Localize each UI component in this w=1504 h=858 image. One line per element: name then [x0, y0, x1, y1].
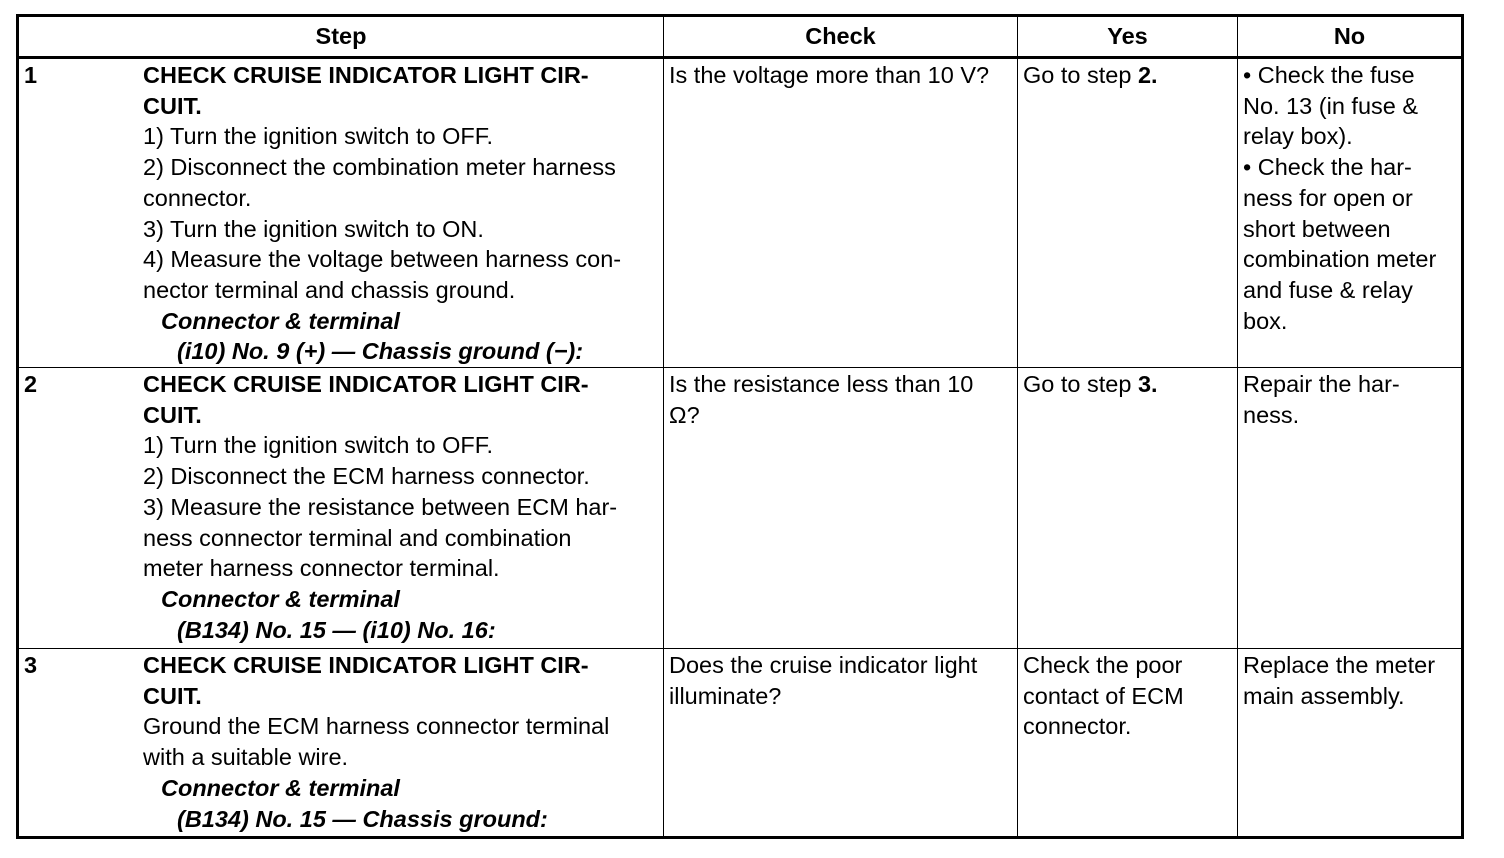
check-text: illuminate? — [669, 682, 782, 709]
step-title: CUIT. — [143, 401, 202, 428]
step-title: CUIT. — [143, 682, 202, 709]
step-instruction: meter harness connector terminal. — [143, 555, 500, 582]
step-instruction: nector terminal and chassis ground. — [143, 276, 516, 303]
header-yes: Yes — [1018, 16, 1238, 58]
step-cell — [18, 649, 664, 838]
yes-prefix: Go to step — [1023, 371, 1138, 398]
header-step: Step — [18, 16, 664, 58]
step-instruction: Ground the ECM harness connector terminal — [143, 713, 610, 740]
connector-label: Connector & terminal — [161, 585, 400, 612]
check-cell — [664, 368, 1018, 649]
connector-label: Connector & terminal — [161, 307, 400, 334]
step-cell — [18, 58, 664, 368]
table-row — [18, 649, 1463, 838]
step-number: 1 — [24, 62, 38, 88]
yes-step-ref: 3. — [1137, 371, 1158, 398]
step-instruction: 1) Turn the ignition switch to OFF. — [143, 123, 494, 150]
no-text: short between — [1243, 215, 1391, 242]
yes-text — [1023, 60, 1232, 91]
check-text: Ω? — [669, 401, 700, 428]
step-title: CUIT. — [143, 92, 202, 119]
yes-text: connector. — [1023, 713, 1132, 740]
step-title: CHECK CRUISE INDICATOR LIGHT CIR- — [143, 371, 589, 398]
step-cell — [18, 368, 664, 649]
no-text: ness. — [1243, 401, 1300, 428]
connector-spec: (i10) No. 9 (+) — Chassis ground (−): — [177, 338, 584, 365]
header-no: No — [1238, 16, 1463, 58]
no-text: relay box). — [1243, 123, 1353, 150]
table-row — [18, 58, 1463, 368]
no-text: Repair the har- — [1243, 371, 1400, 398]
step-instruction: ness connector terminal and combination — [143, 524, 572, 551]
no-text: main assembly. — [1243, 682, 1405, 709]
check-cell — [664, 649, 1018, 838]
yes-prefix: Go to step — [1023, 62, 1138, 88]
no-text: box. — [1243, 307, 1288, 334]
yes-step-ref: 2. — [1137, 62, 1158, 88]
step-instruction: 3) Turn the ignition switch to ON. — [143, 215, 484, 242]
step-instruction: 4) Measure the voltage between harness con- — [143, 246, 622, 273]
check-text: Is the voltage more than 10 V? — [669, 62, 990, 88]
step-instruction: 3) Measure the resistance between ECM har- — [143, 493, 618, 520]
yes-text — [1023, 369, 1232, 400]
connector-spec: (B134) No. 15 — (i10) No. 16: — [177, 616, 496, 643]
yes-cell — [1018, 58, 1238, 368]
header-row — [18, 16, 1463, 58]
step-instruction: with a suitable wire. — [143, 744, 349, 771]
no-text: ness for open or — [1243, 184, 1413, 211]
check-cell — [664, 58, 1018, 368]
check-text: Does the cruise indicator light — [669, 652, 978, 679]
step-number: 3 — [24, 652, 38, 679]
connector-label: Connector & terminal — [161, 774, 400, 801]
no-cell — [1238, 58, 1463, 368]
connector-spec: (B134) No. 15 — Chassis ground: — [177, 805, 548, 832]
step-instruction: 1) Turn the ignition switch to OFF. — [143, 432, 494, 459]
step-number: 2 — [24, 371, 38, 398]
yes-text: Check the poor — [1023, 652, 1183, 679]
no-text: No. 13 (in fuse & — [1243, 92, 1419, 119]
no-text: • Check the har- — [1243, 154, 1412, 181]
step-title: CHECK CRUISE INDICATOR LIGHT CIR- — [143, 652, 589, 679]
no-cell — [1238, 368, 1463, 649]
step-title: CHECK CRUISE INDICATOR LIGHT CIR- — [143, 62, 589, 88]
no-cell — [1238, 649, 1463, 838]
no-text: • Check the fuse — [1243, 62, 1415, 88]
step-instruction: 2) Disconnect the combination meter harness — [143, 154, 616, 181]
no-text: combination meter — [1243, 246, 1437, 273]
yes-text: contact of ECM — [1023, 682, 1184, 709]
table-row — [18, 368, 1463, 649]
yes-cell — [1018, 368, 1238, 649]
check-text: Is the resistance less than 10 — [669, 371, 974, 398]
header-check: Check — [664, 16, 1018, 58]
no-text: Replace the meter — [1243, 652, 1436, 679]
no-text: and fuse & relay — [1243, 276, 1413, 303]
diagnostic-table — [16, 14, 1464, 839]
step-instruction: 2) Disconnect the ECM harness connector. — [143, 463, 590, 490]
step-instruction: connector. — [143, 184, 252, 211]
yes-cell — [1018, 649, 1238, 838]
